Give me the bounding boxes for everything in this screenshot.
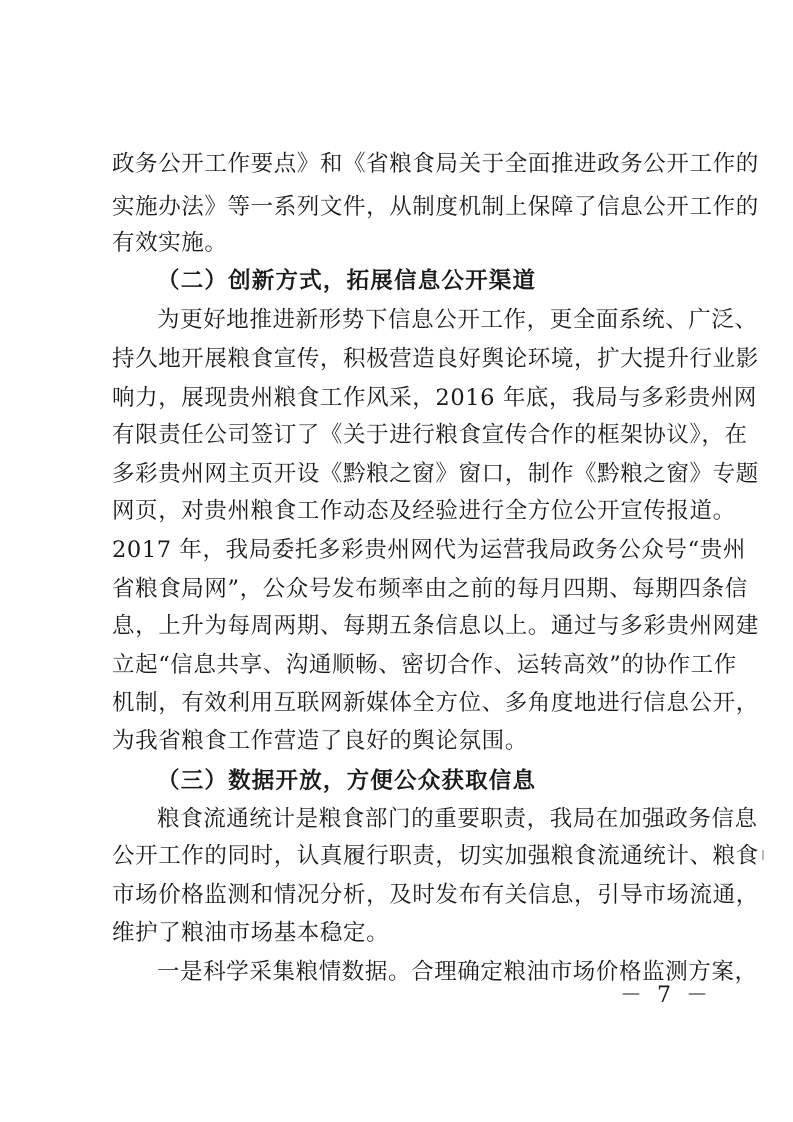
section-heading: （二）创新方式，拓展信息公开渠道 [157,268,537,294]
body-text-line: 息，上升为每周两期、每期五条信息以上。通过与多彩贵州网建 [112,613,759,639]
body-text-line: 一是科学采集粮情数据。合理确定粮油市场价格监测方案， [157,959,758,985]
body-text-line: 持久地开展粮食宣传，积极营造良好舆论环境，扩大提升行业影 [112,346,759,372]
body-text-line: 有限责任公司签订了《关于进行粮食宣传合作的框架协议》，在 [112,422,748,448]
body-text-line: 2017 年，我局委托多彩贵州网代为运营我局政务公众号“贵州 [112,537,746,563]
body-text-line: 公开工作的同时，认真履行职责，切实加强粮食流通统计、粮食 [112,843,759,869]
body-text-line: 实施办法》等一系列文件，从制度机制上保障了信息公开工作的 [112,194,759,220]
body-text-line: 维护了粮油市场基本稳定。 [112,920,390,946]
body-text-line: 政务公开工作要点》和《省粮食局关于全面推进政务公开工作的 [112,151,759,177]
body-text-line: 有效实施。 [112,230,228,256]
scan-edge-mark [762,850,764,860]
body-text-line: 机制，有效利用互联网新媒体全方位、多角度地进行信息公开， [112,690,759,716]
body-text-line: 粮食流通统计是粮食部门的重要职责，我局在加强政务信息 [157,806,758,832]
body-text-line: 省粮食局网”，公众号发布频率由之前的每月四期、每期四条信 [112,576,748,602]
section-heading: （三）数据开放，方便公众获取信息 [157,768,537,794]
body-text-line: 网页，对贵州粮食工作动态及经验进行全方位公开宣传报道。 [112,498,736,524]
body-text-line: 为我省粮食工作营造了良好的舆论氛围。 [112,728,528,754]
body-text-line: 多彩贵州网主页开设《黔粮之窗》窗口，制作《黔粮之窗》专题 [112,461,759,487]
body-text-line: 响力，展现贵州粮食工作风采，2016 年底，我局与多彩贵州网 [112,385,757,411]
body-text-line: 为更好地推进新形势下信息公开工作，更全面系统、广泛、 [157,307,758,333]
body-text-line: 市场价格监测和情况分析，及时发布有关信息，引导市场流通， [112,882,759,908]
page-number: － 7 － [620,983,712,1008]
body-text-line: 立起“信息共享、沟通顺畅、密切合作、运转高效”的协作工作 [112,652,737,678]
